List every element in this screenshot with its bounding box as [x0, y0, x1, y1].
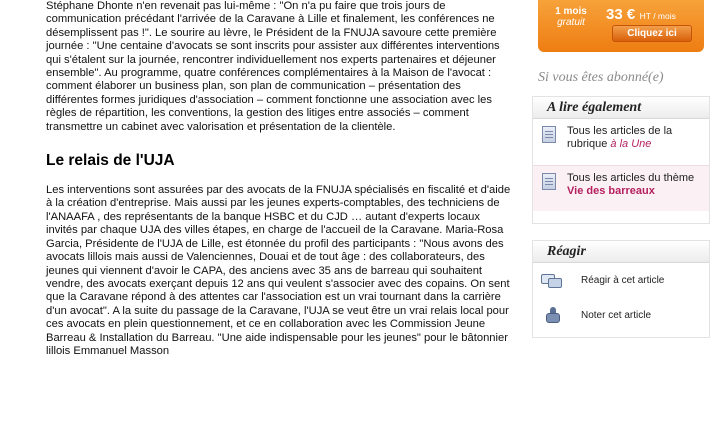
price-amount: 33 € [606, 6, 636, 23]
price-unit: HT / mois [639, 11, 676, 21]
react-body [533, 263, 709, 333]
sidebar [530, 0, 710, 440]
item-rubrique-text: Tous les articles de la rubrique [567, 125, 673, 150]
promo-price [606, 6, 676, 24]
article-paragraph-1: Stéphane Dhonte n'en revenait pas lui-même : "On n'a pu faire que trois jours de communication précédant l'arrivée de la Caravane à Lille et finalement, les conférences ne désemplissent pas !". Le sourire au lèvre, le Président de la FNUJA savoure cette première journée : "Une centaine d'avocats se sont inscrits pour assister aux différentes interventions qui s'étalent sur la journée, rencontrer individuellement nos experts partenaires et déjeuner ensemble". Au programme, quatre conférences complémentaires à la Maison de l'avocat : comment élaborer un business plan, son plan de communication – présentation des différentes formes juridiques d'association – comment fonctionne une association avec les règles de répartition, les conventions, la gestion des litiges entre associés – comment transmettre un cabinet avec valorisation et présentation de la clientèle. [46, 0, 500, 133]
read-also-item-rubrique[interactable] [533, 119, 709, 165]
badge-line-1: 1 mois [555, 6, 587, 17]
read-also-item-theme[interactable] [533, 165, 709, 211]
document-icon [542, 126, 556, 143]
rate-article-link[interactable] [533, 298, 709, 333]
free-month-badge [546, 6, 596, 46]
react-box [532, 240, 710, 338]
section-heading: Le relais de l'UJA [46, 152, 175, 170]
item-theme-text: Tous les articles du thème [567, 172, 695, 184]
click-here-button[interactable]: Cliquez ici [612, 25, 692, 42]
react-title: Réagir [547, 244, 586, 259]
theme-link[interactable]: Vie des barreaux [567, 185, 655, 197]
read-also-title: A lire également [547, 100, 642, 115]
comment-article-link[interactable] [533, 263, 709, 298]
subscription-promo[interactable] [538, 0, 704, 52]
rubrique-link[interactable]: à la Une [610, 138, 652, 150]
rate-article-label: Noter cet article [581, 310, 652, 321]
speech-bubbles-icon [541, 274, 563, 288]
read-also-body [533, 119, 709, 211]
article-content [46, 0, 514, 358]
react-header [533, 241, 709, 263]
read-also-box [532, 96, 710, 224]
thumbs-up-icon [545, 307, 561, 323]
document-icon [542, 173, 556, 190]
subscriber-link[interactable]: Si vous êtes abonné(e) [538, 70, 664, 85]
comment-article-label: Réagir à cet article [581, 275, 665, 286]
read-also-header [533, 97, 709, 119]
article-paragraph-2: Les interventions sont assurées par des avocats de la FNUJA spécialisés en fiscalité et d'aide à la création d'entreprise. Mais aussi par les jeunes experts-comptables, des techniciens de l'ANAAFA , des représentants de la banque HSBC et du CJD … autant d'experts locaux invités par chaque UJA des villes étapes, en charge de l'accueil de la Caravane. Maria-Rosa Garcia, Présidente de l'UJA de Lille, est étonnée du profil des participants : "Nous avons des avocats lillois mais aussi de Valenciennes, Douai et de tout âge : des collaborateurs, des jeunes qui viennent d'avoir le CAPA, des anciens avec 35 ans de barreau qui souhaitent vendre, des avocats exerçant depuis 12 ans qui veulent s'associer avec des copains. On sent que la Caravane répond à des attentes car l'association est un vrai tournant dans la carrière d'un avocat". A la suite du passage de la Caravane, l'UJA se veut être un vrai relais local pour ces avocats en plein questionnement, et ce en collaboration avec les Commission Jeune Barreau & Installation du Barreau. "Une aide indispensable pour les jeunes" pour le bâtonnier lillois Emmanuel Masson [46, 184, 511, 357]
badge-line-2: gratuit [557, 17, 585, 28]
